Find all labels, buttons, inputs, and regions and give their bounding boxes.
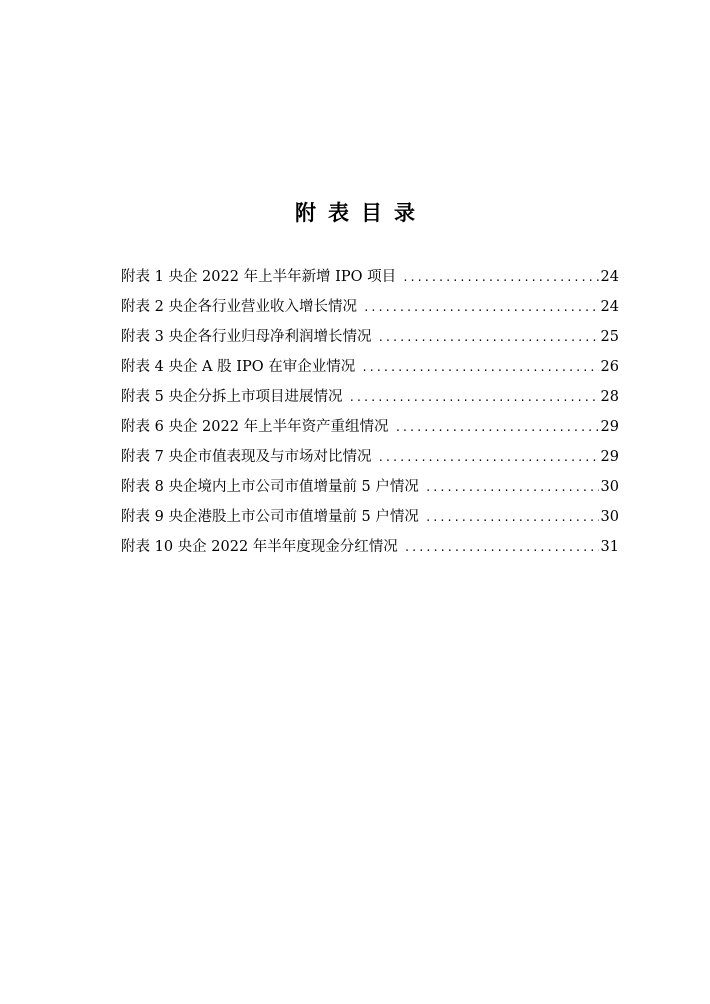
toc-entry-label: 附表 9 央企港股上市公司市值增量前 5 户情况 — [121, 509, 419, 525]
toc-entry[interactable] — [121, 352, 619, 382]
toc-entry[interactable] — [121, 382, 619, 412]
table-of-contents — [121, 262, 619, 562]
toc-entry[interactable] — [121, 532, 619, 562]
toc-entry[interactable] — [121, 412, 619, 442]
toc-entry-label: 附表 4 央企 A 股 IPO 在审企业情况 — [121, 359, 356, 375]
toc-dot-leader — [425, 503, 599, 533]
toc-entry-page: 30 — [600, 479, 619, 495]
toc-entry[interactable] — [121, 502, 619, 532]
toc-entry-label: 附表 6 央企 2022 年上半年资产重组情况 — [121, 419, 389, 435]
toc-entry-label: 附表 1 央企 2022 年上半年新增 IPO 项目 — [121, 269, 397, 285]
toc-dot-leader — [361, 353, 598, 383]
toc-entry-page: 29 — [600, 419, 619, 435]
toc-dot-leader — [425, 473, 599, 503]
toc-entry-label: 附表 5 央企分拆上市项目进展情况 — [121, 389, 343, 405]
toc-entry[interactable] — [121, 292, 619, 322]
toc-dot-leader — [363, 293, 599, 323]
toc-entry-page: 24 — [600, 269, 619, 285]
toc-entry-page: 29 — [600, 449, 619, 465]
toc-dot-leader — [404, 533, 599, 563]
toc-entry-label: 附表 7 央企市值表现及与市场对比情况 — [121, 449, 372, 465]
toc-entry-page: 24 — [600, 299, 619, 315]
toc-entry[interactable] — [121, 442, 619, 472]
toc-entry-page: 26 — [600, 359, 619, 375]
toc-dot-leader — [395, 413, 599, 443]
toc-entry-label: 附表 10 央企 2022 年半年度现金分红情况 — [121, 539, 398, 555]
toc-entry-label: 附表 2 央企各行业营业收入增长情况 — [121, 299, 357, 315]
toc-entry-label: 附表 8 央企境内上市公司市值增量前 5 户情况 — [121, 479, 419, 495]
toc-entry[interactable] — [121, 472, 619, 502]
toc-entry-page: 30 — [600, 509, 619, 525]
toc-dot-leader — [377, 323, 598, 353]
toc-entry[interactable] — [121, 322, 619, 352]
page-title: 附表目录 — [295, 200, 427, 225]
toc-dot-leader — [348, 383, 598, 413]
toc-dot-leader — [402, 263, 598, 293]
toc-entry-label: 附表 3 央企各行业归母净利润增长情况 — [121, 329, 372, 345]
toc-dot-leader — [377, 443, 598, 473]
toc-entry-page: 28 — [600, 389, 619, 405]
toc-entry[interactable] — [121, 262, 619, 292]
toc-entry-page: 31 — [600, 539, 619, 555]
toc-entry-page: 25 — [600, 329, 619, 345]
